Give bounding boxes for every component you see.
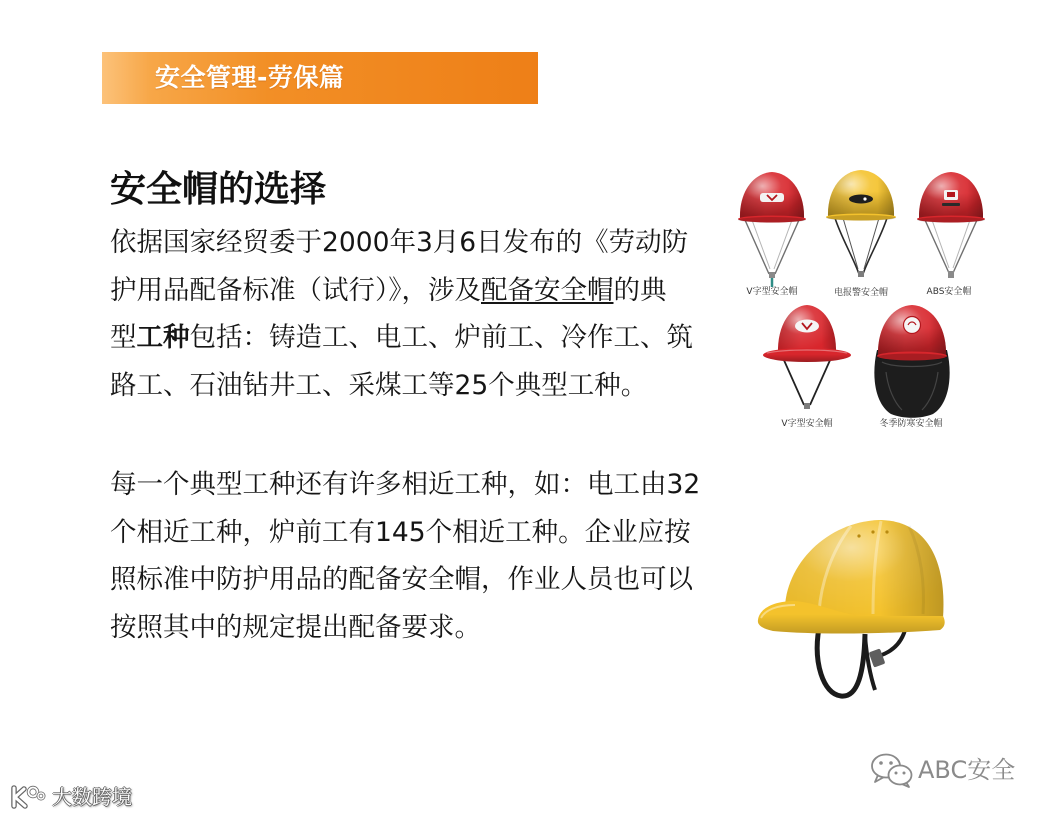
alarm-yellow-helmet-image [826, 170, 896, 277]
helmet-caption: V字型安全帽 [781, 419, 833, 429]
paragraph-detail [110, 461, 700, 651]
paragraph-line [110, 362, 693, 410]
paragraph-line [110, 267, 693, 315]
text-segment: 包括：铸造工、电工、炉前工、冷作工、筑 [189, 322, 693, 354]
v-shape-red-helmet-image [738, 172, 806, 287]
helmet-gallery-image [735, 158, 995, 438]
helmet-caption: 电报警安全帽 [833, 288, 889, 298]
paragraph-line: 每一个典型工种还有许多相近工种，如：电工由32 [110, 469, 701, 500]
paragraph-line: 照标准中防护用品的配备安全帽，作业人员也可以 [110, 564, 693, 596]
paragraph-intro [110, 219, 693, 409]
watermark-left-text: 大数跨境 [52, 785, 132, 809]
large-yellow-helmet-image [755, 512, 950, 708]
header-bar [102, 52, 538, 104]
helmet-caption: ABS安全帽 [926, 287, 972, 297]
paragraph-line: 按照其中的规定提出配备要求。 [110, 611, 481, 643]
section-title: 安全帽的选择 [110, 169, 327, 210]
winter-red-helmet-image [874, 305, 949, 418]
text-segment: 依据国家经贸委于2000年3月6日发布的《劳动防 [110, 227, 689, 258]
paragraph-line [110, 314, 693, 362]
watermark-right-text: ABC安全 [918, 756, 1016, 784]
underline-highlight: 配备安全帽 [481, 274, 614, 306]
v-shape-wide-brim-helmet-image [763, 305, 851, 409]
text-segment: 型 [110, 322, 137, 354]
text-segment: 的典 [613, 274, 667, 306]
abs-red-helmet-image [917, 172, 985, 278]
logo-icon [6, 784, 46, 810]
text-segment: 路工、石油钻井工、采煤工等25个典型工种。 [110, 369, 648, 401]
paragraph-line [110, 219, 693, 267]
paragraph-line: 个相近工种，炉前工有145个相近工种。企业应按 [110, 516, 691, 548]
helmet-caption: V字型安全帽 [746, 287, 798, 297]
wechat-icon [870, 752, 914, 790]
bold-highlight: 工种 [136, 322, 190, 354]
helmet-caption: 冬季防寒安全帽 [879, 419, 943, 429]
text-segment: 护用品配备标准（试行）》，涉及 [110, 274, 481, 306]
header-title: 安全管理-劳保篇 [155, 63, 345, 92]
